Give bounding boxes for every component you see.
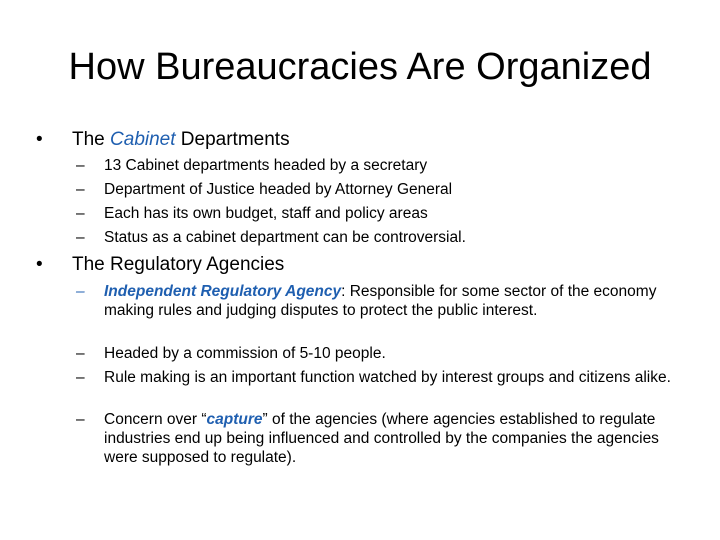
bullet-suffix: Departments	[175, 129, 290, 150]
dash-marker: –	[76, 369, 85, 386]
dash-marker: –	[76, 205, 85, 222]
bullet-prefix: The	[72, 129, 111, 150]
dash-marker: –	[76, 283, 85, 300]
bullet-label: The Regulatory Agencies	[72, 254, 285, 275]
dash-marker: –	[76, 181, 85, 198]
list-item-text: 13 Cabinet departments headed by a secretary	[104, 157, 428, 174]
cabinet-emphasis: Cabinet	[110, 129, 176, 150]
item-text-rest: : Responsible for some sector of the economy making rules and judging disputes to protect the public interest.	[104, 283, 657, 319]
dash-marker: –	[76, 157, 85, 174]
list-item-text	[104, 282, 694, 320]
dash-marker: –	[76, 411, 85, 428]
list-item-text: Department of Justice headed by Attorney General	[104, 181, 453, 198]
capture-term: capture	[206, 411, 263, 428]
bullet-regulatory-agencies	[36, 253, 284, 277]
list-item-text: Status as a cabinet department can be controversial.	[104, 229, 466, 246]
list-item-text	[104, 410, 694, 467]
list-item-text: Rule making is an important function watched by interest groups and citizens alike.	[104, 369, 671, 386]
bullet-marker: •	[36, 254, 43, 275]
bullet-marker: •	[36, 129, 43, 150]
list-item-text: Each has its own budget, staff and policy areas	[104, 205, 428, 222]
dash-marker: –	[76, 229, 85, 246]
item-text-prefix: Concern over “	[104, 411, 207, 428]
bullet-cabinet-departments	[36, 128, 290, 152]
list-item-text: Headed by a commission of 5-10 people.	[104, 345, 386, 362]
independent-agency-term: Independent Regulatory Agency	[104, 283, 342, 300]
item-text-rest: ” of the agencies (where agencies established to regulate industries end up being influenced and controlled by the companies the agencies were supposed to regulate).	[104, 411, 659, 466]
dash-marker: –	[76, 345, 85, 362]
slide-title: How Bureaucracies Are Organized	[68, 46, 652, 88]
